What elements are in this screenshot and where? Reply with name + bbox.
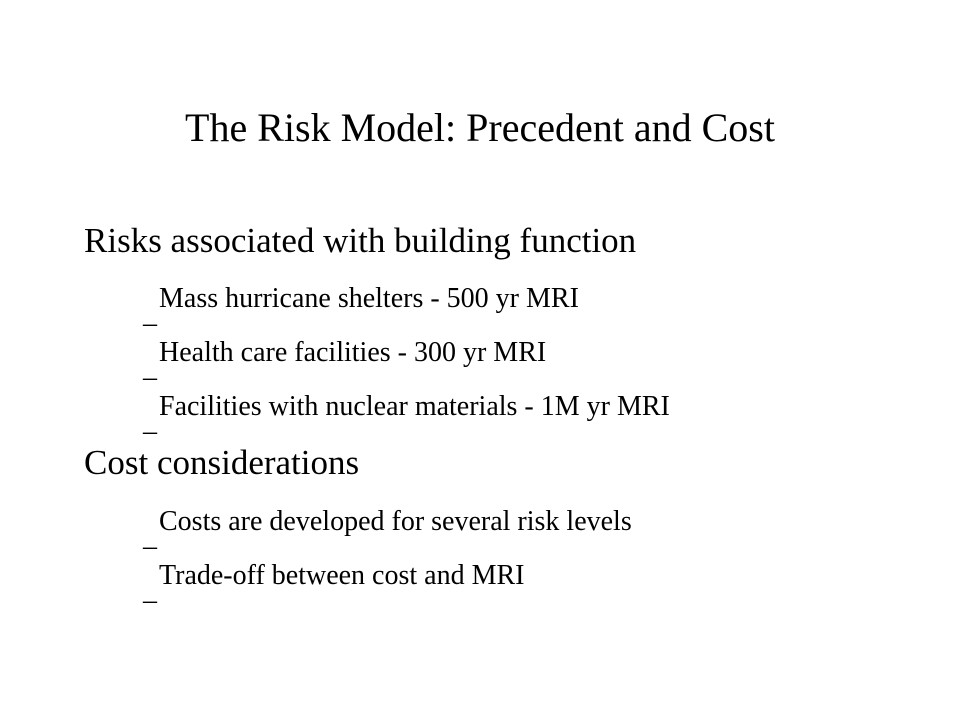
bullet-text: Health care facilities - 300 yr MRI: [159, 337, 547, 368]
bullet-text: Trade-off between cost and MRI: [159, 560, 525, 591]
section-heading-cost: Cost considerations: [84, 443, 360, 482]
bullet-item: – Health care facilities - 300 yr MRI: [143, 337, 547, 393]
bullet-text: Mass hurricane shelters - 500 yr MRI: [159, 283, 579, 314]
slide-title: The Risk Model: Precedent and Cost: [185, 105, 775, 150]
bullet-text: Facilities with nuclear materials - 1M yr MRI: [159, 391, 670, 422]
bullet-text: Costs are developed for several risk levels: [159, 506, 632, 537]
bullet-item: – Costs are developed for several risk levels: [143, 506, 632, 562]
bullet-item: – Mass hurricane shelters - 500 yr MRI: [143, 283, 579, 339]
bullet-item: – Facilities with nuclear materials - 1M yr MRI: [143, 391, 670, 447]
section-heading-risks: Risks associated with building function: [84, 221, 637, 260]
bullet-item: – Trade-off between cost and MRI: [143, 560, 525, 616]
